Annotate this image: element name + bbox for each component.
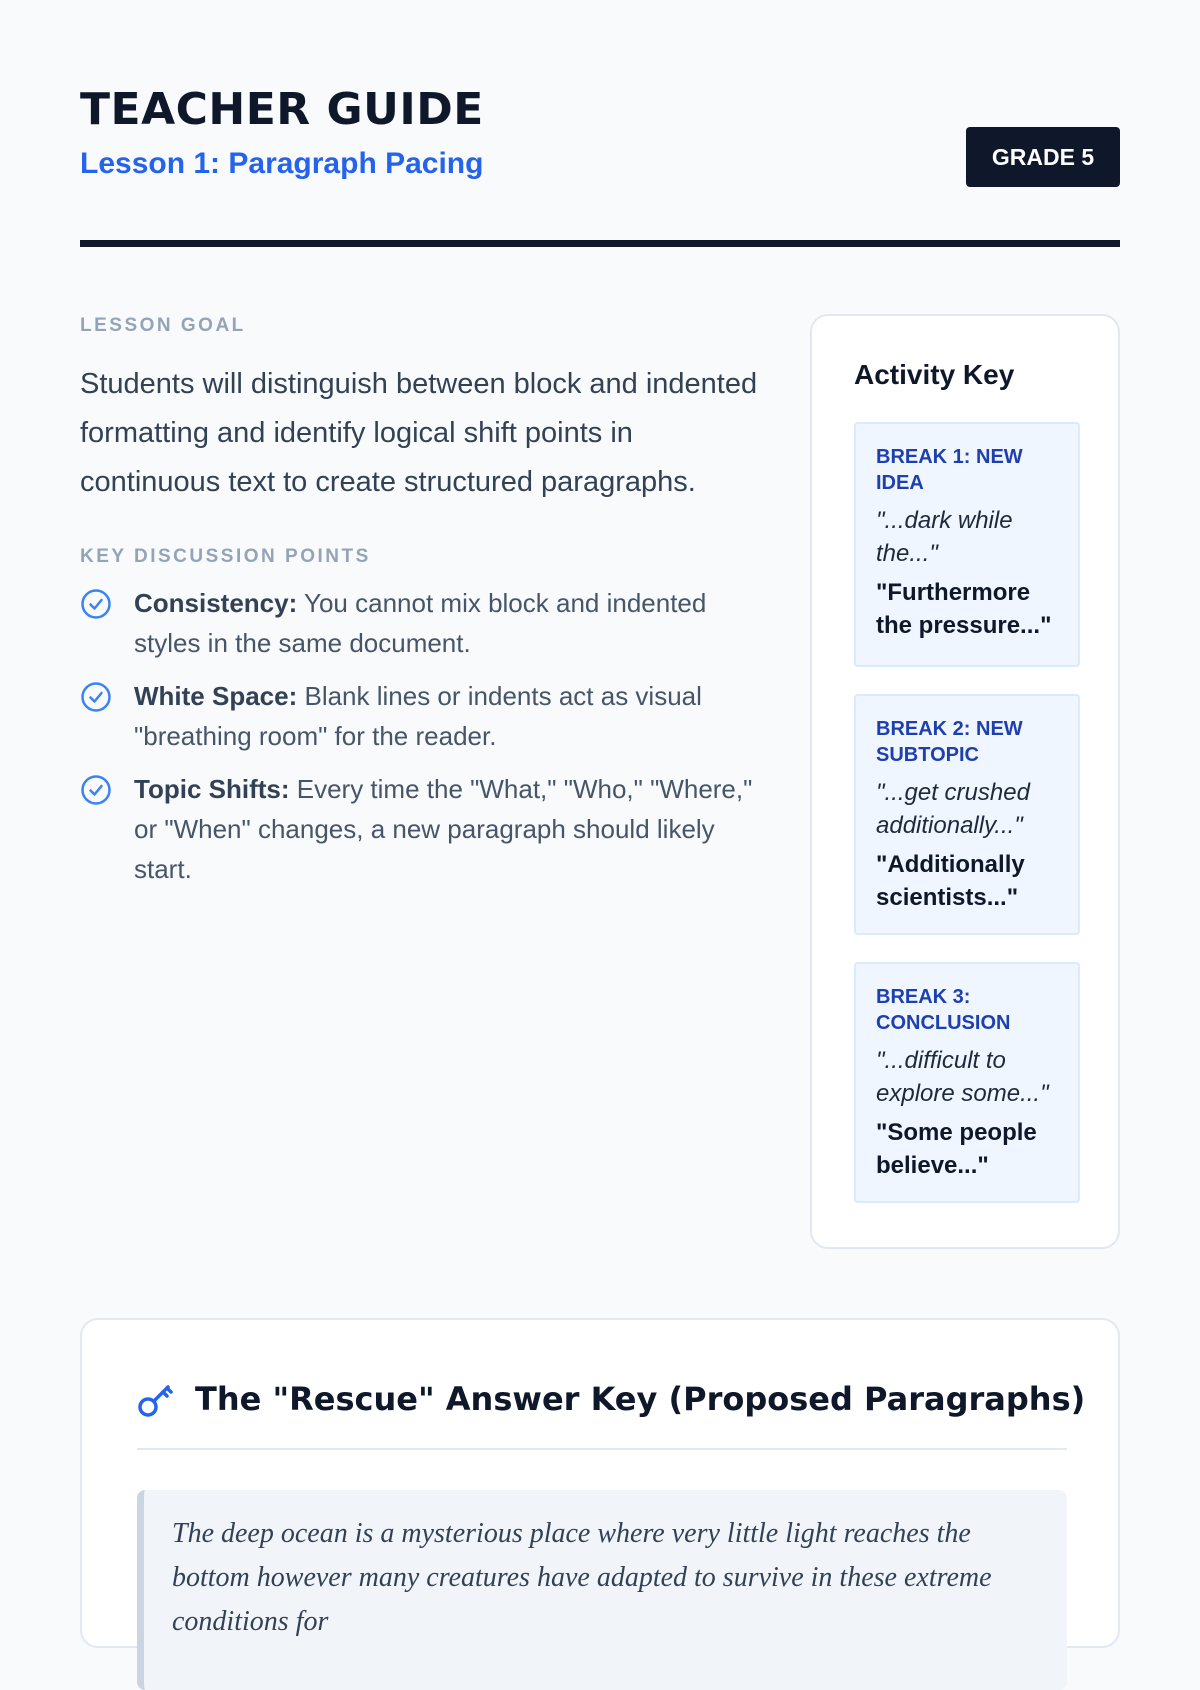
discussion-list: [80, 583, 760, 889]
activity-key-card: [810, 314, 1120, 1249]
key-icon: [137, 1379, 175, 1419]
discussion-item-white-space: [80, 676, 760, 756]
discussion-term: Consistency:: [134, 588, 298, 618]
break-label: BREAK 1: NEW IDEA: [876, 446, 1023, 494]
rescue-header: [137, 1374, 1086, 1424]
discussion-label: KEY DISCUSSION POINTS: [80, 546, 371, 567]
rescue-passage: The deep ocean is a mysterious place where very little light reaches the bottom however many creatures have adapted to survive in these extreme conditions for: [137, 1490, 1067, 1690]
break-label: BREAK 2: NEW SUBTOPIC: [876, 718, 1023, 766]
lesson-goal-label: LESSON GOAL: [80, 315, 246, 336]
break-label: BREAK 3: CONCLUSION: [876, 986, 1011, 1034]
rescue-divider: [137, 1448, 1067, 1450]
discussion-term: Topic Shifts:: [134, 774, 290, 804]
break-card-2: [854, 694, 1080, 935]
discussion-text: Every time the "What," "Who," "Where," or "When" changes, a new paragraph should likely start.: [134, 774, 753, 884]
rescue-title: The "Rescue" Answer Key (Proposed Paragraphs): [195, 1380, 1086, 1418]
page-header: [80, 0, 1120, 247]
discussion-text: You cannot mix block and indented styles in the same document.: [134, 588, 707, 658]
discussion-item-consistency: [80, 583, 760, 663]
break-quote: "...dark while the...": [876, 507, 1013, 567]
check-circle-icon: [80, 681, 112, 713]
header-divider: [80, 240, 1120, 247]
grade-badge: GRADE 5: [966, 127, 1120, 187]
teacher-guide-page: [80, 0, 1120, 1637]
discussion-text: Blank lines or indents act as visual "breathing room" for the reader.: [134, 681, 702, 751]
check-circle-icon: [80, 774, 112, 806]
break-card-1: [854, 422, 1080, 667]
break-card-3: [854, 962, 1080, 1203]
rescue-answer-key-card: [80, 1318, 1120, 1648]
discussion-item-topic-shifts: [80, 769, 760, 889]
lesson-overview: [80, 314, 760, 902]
discussion-term: White Space:: [134, 681, 298, 711]
page-title: TEACHER GUIDE: [80, 84, 484, 135]
activity-key-title: Activity Key: [854, 359, 1015, 390]
break-quote: "...get crushed additionally...": [876, 779, 1030, 839]
check-circle-icon: [80, 588, 112, 620]
break-quote: "...difficult to explore some...": [876, 1047, 1049, 1107]
lesson-goal-text: Students will distinguish between block and indented formatting and identify logical shift points in continuous text to create structured paragraphs.: [80, 368, 758, 498]
lesson-subtitle: Lesson 1: Paragraph Pacing: [80, 147, 484, 180]
break-new-start: "Some people believe...": [876, 1119, 1037, 1179]
break-new-start: "Furthermore the pressure...": [876, 579, 1052, 639]
break-new-start: "Additionally scientists...": [876, 851, 1025, 911]
